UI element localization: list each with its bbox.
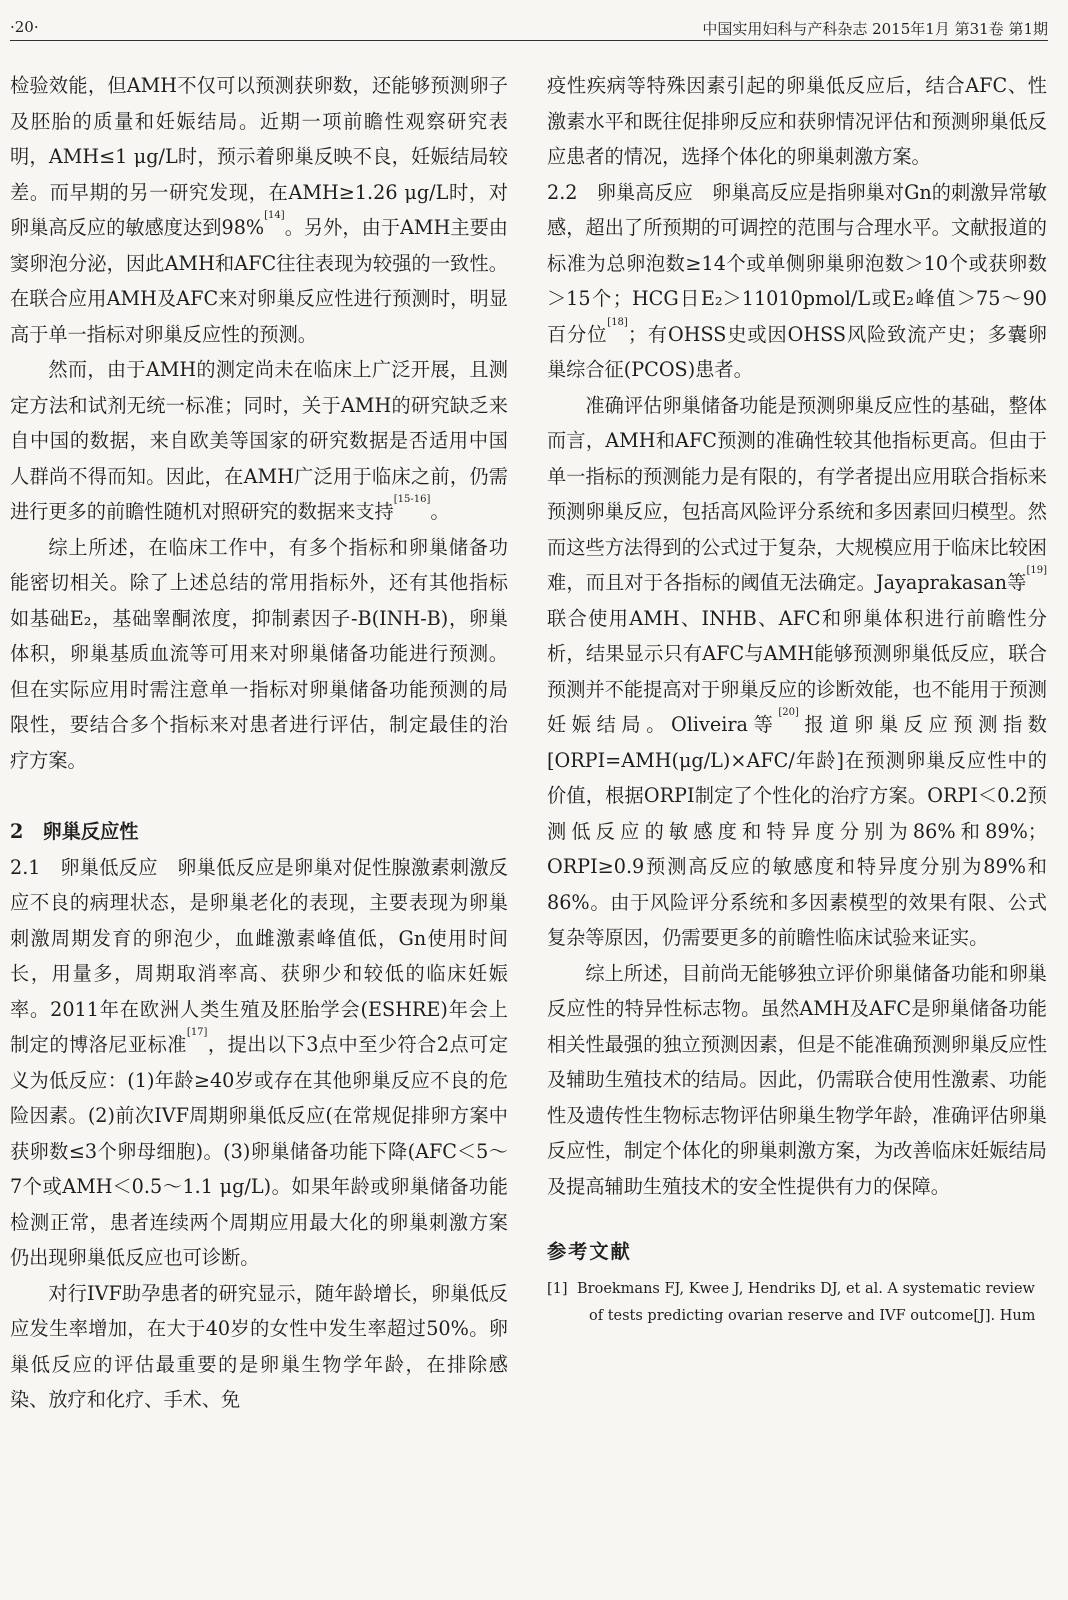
paragraph: 检验效能，但AMH不仅可以预测获卵数，还能够预测卵子及胚胎的质量和妊娠结局。近期一项前瞻性观察研究表明，AMH≤1 μg/L时，预示着卵巢反映不良，妊娠结局较差。而早期的另一研究发现，在AMH≥1.26 μg/L时，对卵巢高反应的敏感度达到98%[14]。另外，由于AMH主要由窦卵泡分泌，因此AMH和AFC往往表现为较强的一致性。在联合应用AMH及AFC来对卵巢反应性进行预测时，明显高于单一指标对卵巢反应性的预测。	[10, 74, 508, 346]
citation: [15-16]	[393, 494, 431, 505]
paragraph: 疫性疾病等特殊因素引起的卵巢低反应后，结合AFC、性激素水平和既往促排卵反应和获卵情况评估和预测卵巢低反应患者的情况，选择个体化的卵巢刺激方案。	[547, 74, 1047, 168]
references-title: 参考文献	[547, 1240, 632, 1263]
paragraph: 2.2 卵巢高反应 卵巢高反应是指卵巢对Gn的刺激异常敏感，超出了所预期的可调控的范围与合理水平。文献报道的标准为总卵泡数≥14个或单侧卵巢卵泡数＞10个或获卵数＞15个；HCG日E₂＞11010pmol/L或E₂峰值＞75～90百分位[18]；有OHSS史或因OHSS风险致流产史；多囊卵巢综合征(PCOS)患者。	[547, 180, 1047, 381]
page-number: ·20·	[10, 18, 39, 36]
page-header	[10, 12, 1048, 42]
reference-item: [1] Broekmans FJ, Kwee J, Hendriks DJ, et al. A systematic review of tests predicting ovarian reserve and IVF outcome[J]. Hum	[547, 1276, 1047, 1330]
paragraph: 然而，由于AMH的测定尚未在临床上广泛开展，且测定方法和试剂无统一标准；同时，关于AMH的研究缺乏来自中国的数据，来自欧美等国家的研究数据是否适用中国人群尚不得而知。因此，在AMH广泛用于临床之前，仍需进行更多的前瞻性随机对照研究的数据来支持[15-16]。	[10, 358, 508, 523]
left-column	[10, 68, 508, 1418]
paragraph: 对行IVF助孕患者的研究显示，随年龄增长，卵巢低反应发生率增加，在大于40岁的女性中发生率超过50%。卵巢低反应的评估最重要的是卵巢生物学年龄，在排除感染、放疗和化疗、手术、免	[10, 1281, 508, 1411]
citation: [14]	[264, 210, 285, 221]
right-column	[547, 68, 1047, 1330]
paragraph: 2.1 卵巢低反应 卵巢低反应是卵巢对促性腺激素刺激反应不良的病理状态，是卵巢老化的表现，主要表现为卵巢刺激周期发育的卵泡少，血雌激素峰值低，Gn使用时间长，用量多，周期取消率高、获卵少和较低的临床妊娠率。2011年在欧洲人类生殖及胚胎学会(ESHRE)年会上制定的博洛尼亚标准[17]，提出以下3点中至少符合2点可定义为低反应：(1)年龄≥40岁或存在其他卵巢反应不良的危险因素。(2)前次IVF周期卵巢低反应(在常规促排卵方案中获卵数≤3个卵母细胞)。(3)卵巢储备功能下降(AFC＜5～7个或AMH＜0.5～1.1 μg/L)。如果年龄或卵巢储备功能检测正常，患者连续两个周期应用最大化的卵巢刺激方案仍出现卵巢低反应也可诊断。	[10, 855, 509, 1269]
paragraph: 综上所述，目前尚无能够独立评价卵巢储备功能和卵巢反应性的特异性标志物。虽然AMH及AFC是卵巢储备功能相关性最强的独立预测因素，但是不能准确预测卵巢反应性及辅助生殖技术的结局。因此，仍需联合使用性激素、功能性及遗传性生物标志物评估卵巢生物学年龄，准确评估卵巢反应性，制定个体化的卵巢刺激方案，为改善临床妊娠结局及提高辅助生殖技术的安全性提供有力的保障。	[547, 961, 1047, 1198]
citation: [18]	[607, 316, 628, 328]
reference-number: [1]	[547, 1280, 568, 1297]
section-title: 2 卵巢反应性	[10, 820, 139, 843]
paragraph: 准确评估卵巢储备功能是预测卵巢反应性的基础，整体而言，AMH和AFC预测的准确性较其他指标更高。但由于单一指标的预测能力是有限的，有学者提出应用联合指标来预测卵巢反应，包括高风险评分系统和多因素回归模型。然而这些方法得到的公式过于复杂，大规模应用于临床比较困难，而且对于各指标的阈值无法确定。Jayaprakasan等[19]联合使用AMH、INHB、AFC和卵巢体积进行前瞻性分析，结果显示只有AFC与AMH能够预测卵巢低反应，联合预测并不能提高对于卵巢反应的诊断效能，也不能用于预测妊娠结局。Oliveira等[20]报道卵巢反应预测指数[ORPI=AMH(μg/L)×AFC/年龄]在预测卵巢反应性中的价值，根据ORPI制定了个性化的治疗方案。ORPI＜0.2预测低反应的敏感度和特异度分别为86%和89%；ORPI≥0.9预测高反应的敏感度和特异度分别为89%和86%。由于风险评分系统和多因素模型的效果有限、公式复杂等原因，仍需要更多的前瞻性临床试验来证实。	[547, 393, 1047, 949]
citation: [17]	[186, 1027, 208, 1038]
citation: [19]	[1026, 565, 1047, 576]
journal-info: 中国实用妇科与产科杂志 2015年1月 第31卷 第1期	[702, 20, 1048, 38]
paragraph: 综上所述，在临床工作中，有多个指标和卵巢储备功能密切相关。除了上述总结的常用指标外，还有其他指标如基础E₂，基础睾酮浓度，抑制素因子-B(INH-B)，卵巢体积，卵巢基质血流等可用来对卵巢储备功能进行预测。但在实际应用时需注意单一指标对卵巢储备功能预测的局限性，要结合多个指标来对患者进行评估，制定最佳的治疗方案。	[10, 535, 508, 772]
header-rule	[10, 40, 1048, 41]
citation: [20]	[778, 707, 799, 718]
